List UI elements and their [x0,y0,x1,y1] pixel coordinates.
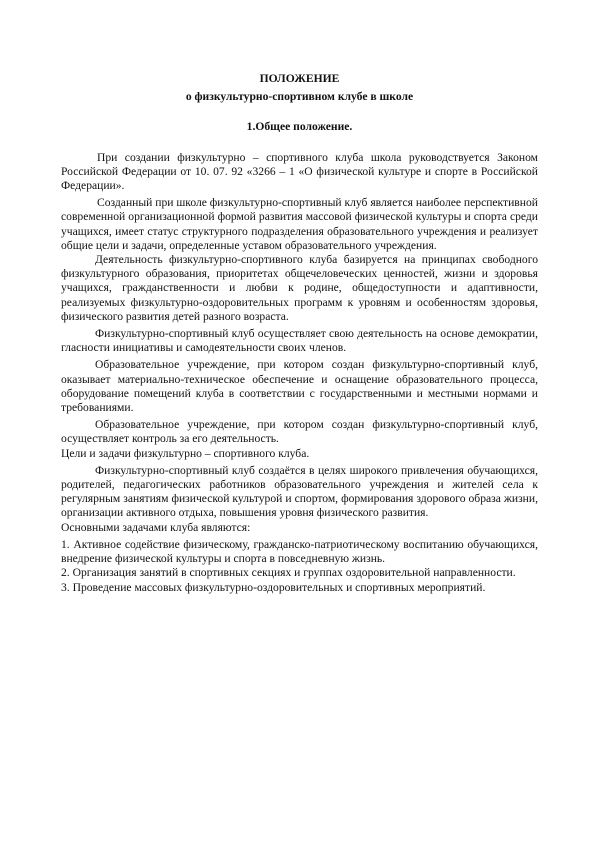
document-title: ПОЛОЖЕНИЕ [259,72,340,85]
paragraph: Физкультурно-спортивный клуб создаётся в целях широкого привлечения обучающихся, родителей, педагогических работников образовательного учреждения и жителей села к регулярным занятиям физической культурой и спортом, формирования здорового образа жизни, организации активного отдыха, повышения уровня физического развития. [61,463,538,520]
task-item: 2. Организация занятий в спортивных секциях и группах оздоровительной направленности. [61,566,516,580]
task-item: 1. Активное содействие физическому, гражданско-патриотическому воспитанию обучающихся, внедрение физической культуры и спорта в повседневную жизнь. [61,537,538,566]
paragraph: Физкультурно-спортивный клуб осуществляет свою деятельность на основе демократии, гласности инициативы и самодеятельности своих членов. [61,327,538,355]
document-subtitle: о физкультурно-спортивном клубе в школе [185,90,414,104]
paragraph: Образовательное учреждение, при котором создан физкультурно-спортивный клуб, осуществляет контроль за его деятельность. [61,418,538,446]
paragraph: Деятельность физкультурно-спортивного клуба базируется на принципах свободного физкультурного образования, приоритетах общечеловеческих ценностей, жизни и здоровья учащихся, гражданственности и любви к родине, общедоступности и адаптивности, реализуемых физкультурно-оздоровительных программ к уровням и особенностям здоровья, физического развития детей разного возраста. [61,253,538,323]
paragraph: При создании физкультурно – спортивного клуба школа руководствуется Законом Российской Федерации от 10. 07. 92 «3266 – 1 «О физической культуре и спорте в Российской Федерации». [61,150,538,193]
task-item: 3. Проведение массовых физкультурно-оздоровительных и спортивных мероприятий. [61,580,486,594]
tasks-heading: Основными задачами клуба являются: [61,520,251,534]
paragraph: Образовательное учреждение, при котором создан физкультурно-спортивный клуб, оказывает материально-техническое обеспечение и оснащение образовательного процесса, оборудование помещений клуба в соответствии с государственными и местными нормами и требованиями. [61,358,538,415]
paragraph: Созданный при школе физкультурно-спортивный клуб является наиболее перспективной современной организационной формой развития массовой физической культуры и спорта среди учащихся, имеет статус структурного подразделения образовательного учреждения и реализует общие цели и задачи, определенные уставом образовательного учреждения. [61,196,538,252]
section-heading: 1.Общее положение. [246,120,353,134]
goals-heading: Цели и задачи физкультурно – спортивного клуба. [61,446,310,460]
